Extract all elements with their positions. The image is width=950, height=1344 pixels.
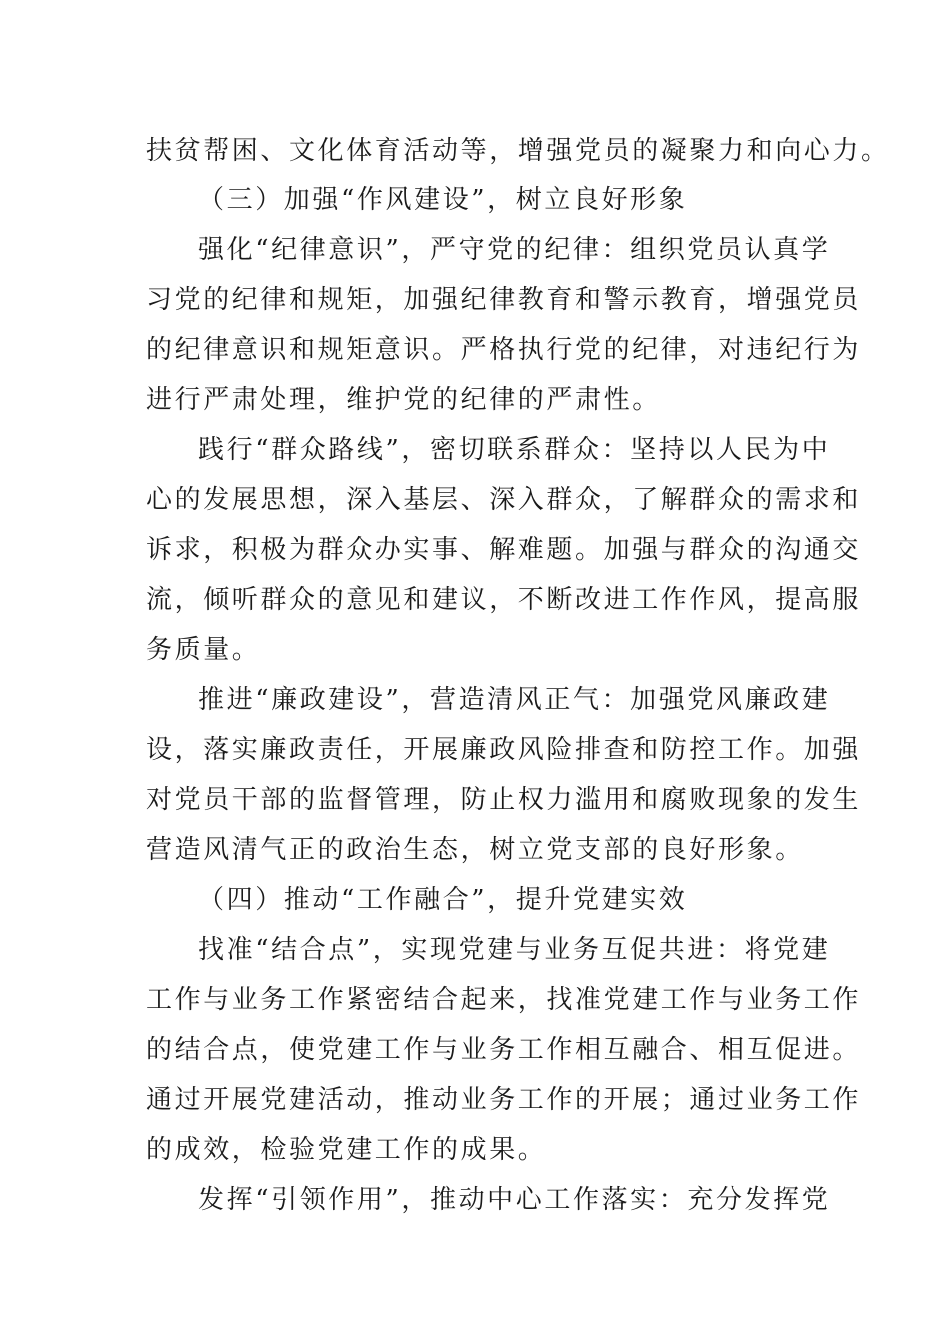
paragraph-line: 的结合点，使党建工作与业务工作相互融合、相互促进。 — [146, 1035, 862, 1065]
paragraph-line: 发挥“引领作用”，推动中心工作落实：充分发挥党 — [198, 1185, 831, 1215]
paragraph-line: 通过开展党建活动，推动业务工作的开展；通过业务工作 — [146, 1085, 862, 1115]
paragraph-line: 的纪律意识和规矩意识。严格执行党的纪律，对违纪行为 — [146, 335, 862, 365]
paragraph-line: 流，倾听群众的意见和建议，不断改进工作作风，提高服 — [146, 585, 862, 615]
section-heading-4: （四）推动“工作融合”，提升党建实效 — [198, 885, 688, 915]
paragraph-line: 找准“结合点”，实现党建与业务互促共进：将党建 — [198, 935, 831, 965]
paragraph-line: 扶贫帮困、文化体育活动等，增强党员的凝聚力和向心力。 — [146, 136, 890, 166]
paragraph-line: 诉求，积极为群众办实事、解难题。加强与群众的沟通交 — [146, 535, 862, 565]
paragraph-line: 心的发展思想，深入基层、深入群众，了解群众的需求和 — [146, 485, 862, 515]
paragraph-line: 习党的纪律和规矩，加强纪律教育和警示教育，增强党员 — [146, 285, 862, 315]
paragraph-line: 对党员干部的监督管理，防止权力滥用和腐败现象的发生 — [146, 785, 862, 815]
paragraph-line: 工作与业务工作紧密结合起来，找准党建工作与业务工作 — [146, 985, 862, 1015]
paragraph-line: 营造风清气正的政治生态，树立党支部的良好形象。 — [146, 835, 804, 865]
section-heading-3: （三）加强“作风建设”，树立良好形象 — [198, 185, 688, 215]
paragraph-line: 推进“廉政建设”，营造清风正气：加强党风廉政建 — [198, 685, 831, 715]
paragraph-line: 进行严肃处理，维护党的纪律的严肃性。 — [146, 385, 661, 415]
paragraph-line: 践行“群众路线”，密切联系群众：坚持以人民为中 — [198, 435, 831, 465]
paragraph-line: 强化“纪律意识”，严守党的纪律：组织党员认真学 — [198, 235, 831, 265]
paragraph-line: 务质量。 — [146, 635, 261, 665]
paragraph-line: 的成效，检验党建工作的成果。 — [146, 1135, 547, 1165]
paragraph-line: 设，落实廉政责任，开展廉政风险排查和防控工作。加强 — [146, 735, 862, 765]
